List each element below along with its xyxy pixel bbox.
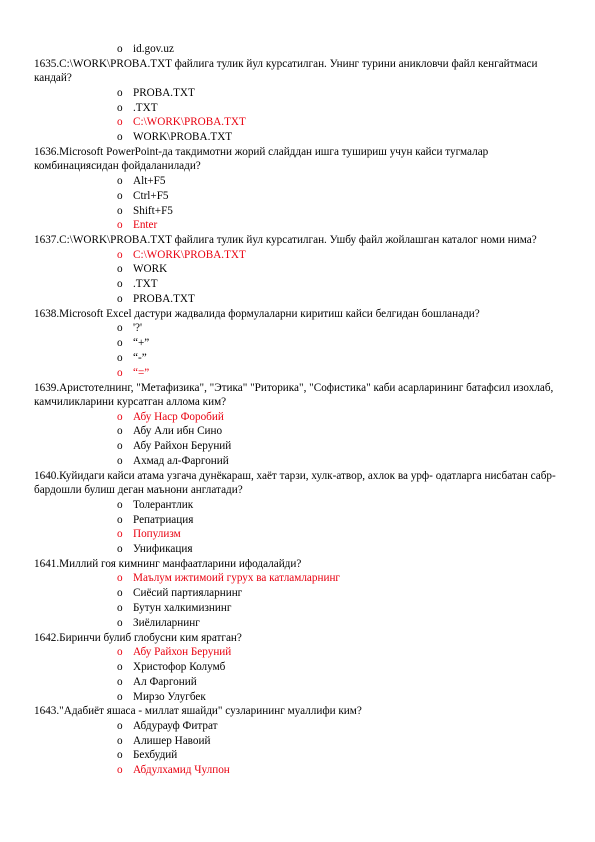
answer-option [0, 660, 595, 675]
answer-option-text: Shift+F5 [133, 204, 173, 217]
answer-option-correct [0, 115, 595, 130]
bullet-icon: o [117, 528, 123, 541]
answer-option-text: C:\WORK\PROBA.TXT [133, 248, 246, 261]
answer-option-text: Абу Райхон Беруний [133, 646, 232, 659]
answer-option-text: Маълум ижтимоий гурух ва катламларнинг [133, 572, 341, 585]
answer-option-text: Alt+F5 [133, 174, 166, 187]
answer-option-text: Бехбудий [133, 749, 178, 762]
bullet-icon: o [117, 204, 123, 217]
answer-option-correct [0, 571, 595, 586]
bullet-icon: o [117, 675, 123, 688]
bullet-icon: o [117, 86, 123, 99]
document-body [0, 42, 595, 778]
answer-option [0, 454, 595, 469]
answer-option [0, 719, 595, 734]
bullet-icon: o [117, 690, 123, 703]
answer-option [0, 498, 595, 513]
bullet-icon: o [117, 263, 123, 276]
answer-option [0, 616, 595, 631]
answer-option-text: PROBA.TXT [133, 293, 195, 306]
bullet-icon: o [117, 572, 123, 585]
bullet-icon: o [117, 425, 123, 438]
answer-option [0, 513, 595, 528]
bullet-icon: o [117, 749, 123, 762]
answer-option-text: Репатриация [133, 513, 194, 526]
bullet-icon: o [117, 513, 123, 526]
answer-option-text: Абу Наср Форобий [133, 410, 224, 423]
bullet-icon: o [117, 174, 123, 187]
bullet-icon: o [117, 278, 123, 291]
answer-option-text: Сиёсий партияларнинг [133, 587, 243, 600]
answer-option [0, 262, 595, 277]
answer-option-correct [0, 527, 595, 542]
answer-option-text: Унификация [133, 543, 193, 556]
answer-option [0, 189, 595, 204]
bullet-icon: o [117, 764, 123, 777]
answer-option-text: Зиёлиларнинг [133, 616, 200, 629]
answer-option-text: Бутун халкимизнинг [133, 602, 232, 615]
answer-option-text: WORK [133, 263, 168, 276]
answer-option-text: Ал Фаргоний [133, 675, 197, 688]
answer-option-text: Абу Али ибн Сино [133, 425, 223, 438]
answer-option-text: “=” [133, 366, 150, 379]
answer-option [0, 42, 595, 57]
bullet-icon: o [117, 410, 123, 423]
answer-option-text: Ctrl+F5 [133, 189, 169, 202]
bullet-icon: o [117, 587, 123, 600]
answer-option [0, 336, 595, 351]
answer-option-text: PROBA.TXT [133, 86, 195, 99]
answer-option [0, 277, 595, 292]
bullet-icon: o [117, 616, 123, 629]
bullet-icon: o [117, 602, 123, 615]
bullet-icon: o [117, 43, 123, 55]
answer-option-text: Enter [133, 219, 158, 232]
answer-option-text: Мирзо Улугбек [133, 690, 206, 703]
answer-option [0, 174, 595, 189]
answer-option-text: '?' [133, 322, 142, 335]
answer-option-text: Ахмад ал-Фаргоний [133, 454, 229, 467]
answer-option-text: Христофор Колумб [133, 660, 226, 673]
question-text: 1641.Миллий гоя кимнинг манфаатларини ифодалайди? [34, 557, 302, 570]
answer-option [0, 601, 595, 616]
question-text: 1639.Аристотелнинг, "Метафизика", "Этика" "Риторика", "Софистика" каби асарларининг батафсил изохлаб, камчиликларини курсатган аллома ким? [34, 381, 554, 409]
answer-option [0, 586, 595, 601]
answer-option-text: Алишер Навоий [133, 734, 211, 747]
answer-option [0, 439, 595, 454]
bullet-icon: o [117, 440, 123, 453]
bullet-icon: o [117, 293, 123, 306]
answer-option [0, 351, 595, 366]
bullet-icon: o [117, 366, 123, 379]
answer-option [0, 734, 595, 749]
bullet-icon: o [117, 189, 123, 202]
question-text: 1637.C:\WORK\PROBA.TXT файлига тулик йул курсатилган. Ушбу файл жойлашган каталог номи нима? [34, 234, 537, 247]
answer-option-text: .TXT [133, 278, 158, 291]
bullet-icon: o [117, 248, 123, 261]
answer-option-text: “+” [133, 337, 150, 350]
answer-option-text: Абу Райхон Беруний [133, 440, 232, 453]
answer-option-correct [0, 410, 595, 425]
answer-option-correct [0, 645, 595, 660]
answer-option-text: Популизм [133, 528, 181, 541]
bullet-icon: o [117, 719, 123, 732]
bullet-icon: o [117, 219, 123, 232]
bullet-icon: o [117, 131, 123, 144]
answer-option-text: .TXT [133, 101, 158, 114]
answer-option [0, 690, 595, 705]
bullet-icon: o [117, 543, 123, 556]
bullet-icon: o [117, 498, 123, 511]
bullet-icon: o [117, 101, 123, 114]
answer-option-text: WORK\PROBA.TXT [133, 131, 233, 144]
answer-option [0, 86, 595, 101]
question-text: 1642.Биринчи булиб глобусни ким яратган? [34, 631, 242, 644]
answer-option-correct [0, 763, 595, 778]
answer-option [0, 204, 595, 219]
answer-option [0, 292, 595, 307]
answer-option-text: Толерантлик [133, 498, 194, 511]
answer-option [0, 675, 595, 690]
answer-option [0, 542, 595, 557]
question-text: 1640.Куйидаги кайси атама узгача дунёкараш, хаёт тарзи, хулк-атвор, ахлок ва урф- одатларга нисбатан сабр-бардошли булиш деган маънони англатади? [34, 469, 556, 497]
answer-option-text: Абдурауф Фитрат [133, 719, 218, 732]
question-text: 1643."Адабиёт яшаса - миллат яшайди" сузларининг муаллифи ким? [34, 705, 362, 718]
bullet-icon: o [117, 454, 123, 467]
bullet-icon: o [117, 337, 123, 350]
bullet-icon: o [117, 322, 123, 335]
answer-option [0, 748, 595, 763]
bullet-icon: o [117, 660, 123, 673]
answer-option-text: “-” [133, 351, 147, 364]
question-text: 1635.C:\WORK\PROBA.TXT файлига тулик йул курсатилган. Унинг турини аникловчи файл кенгайтмаси кандай? [34, 57, 538, 85]
answer-option [0, 321, 595, 336]
answer-option-correct [0, 218, 595, 233]
answer-option-correct [0, 366, 595, 381]
bullet-icon: o [117, 734, 123, 747]
bullet-icon: o [117, 116, 123, 129]
answer-option-text: C:\WORK\PROBA.TXT [133, 116, 246, 129]
answer-option [0, 424, 595, 439]
question-text: 1638.Microsoft Excel дастури жадвалида формулаларни киритиш кайси белгидан бошланади? [34, 307, 480, 320]
bullet-icon: o [117, 351, 123, 364]
answer-option [0, 130, 595, 145]
bullet-icon: o [117, 646, 123, 659]
answer-option-correct [0, 248, 595, 263]
answer-option-text: id.gov.uz [133, 43, 174, 55]
answer-option-text: Абдулхамид Чулпон [133, 764, 230, 777]
question-text: 1636.Microsoft PowerPoint-да такдимотни жорий слайддан ишга тушириш учун кайси тугмалар комбинациясидан фойдаланилади? [34, 145, 489, 173]
answer-option [0, 101, 595, 116]
